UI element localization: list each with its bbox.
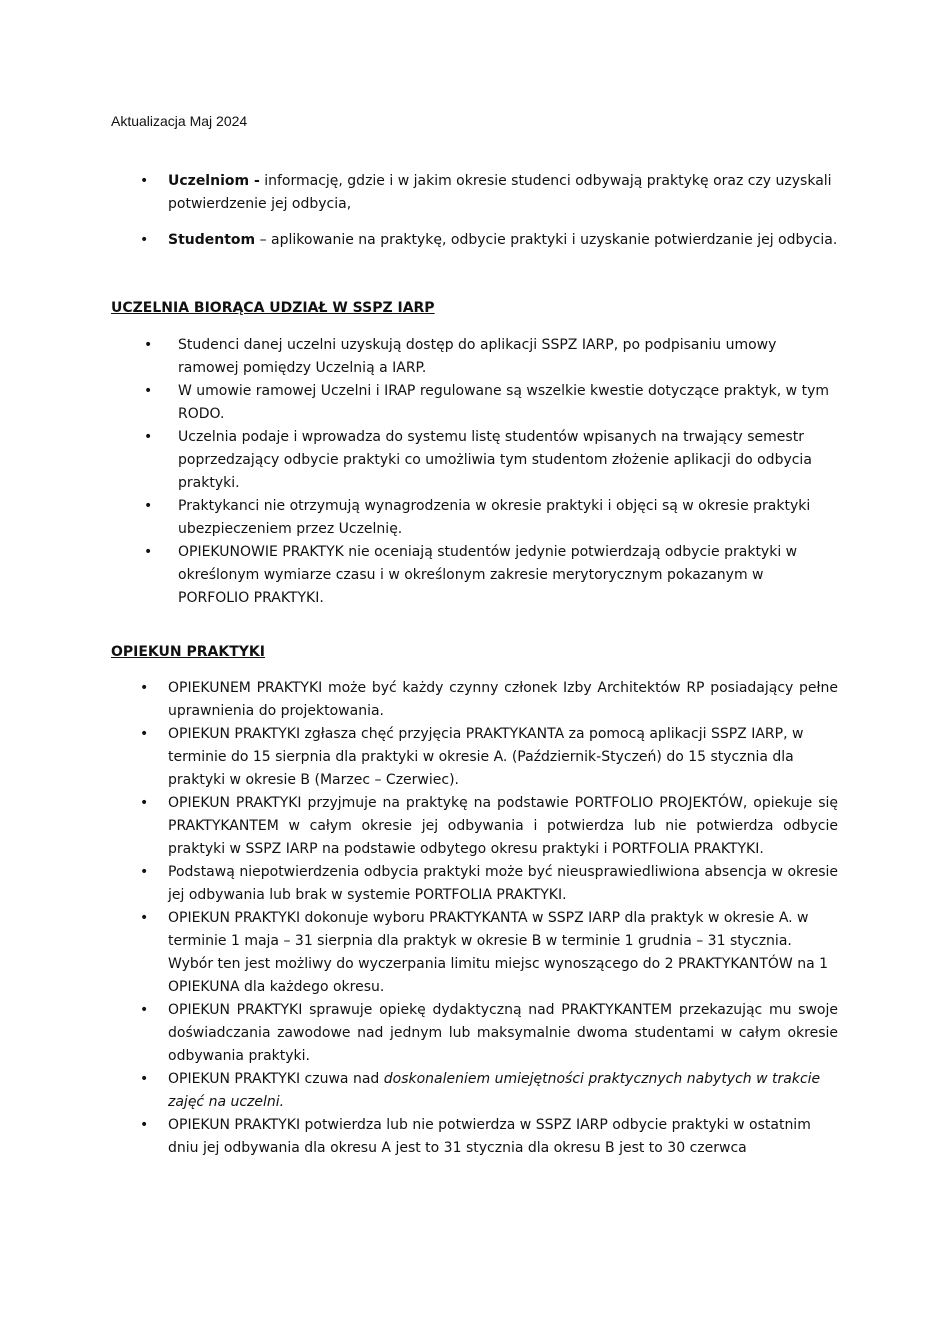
- list-item: • OPIEKUN PRAKTYKI sprawuje opiekę dydaktyczną nad PRAKTYKANTEM przekazując mu swoje doświadczania zawodowe nad jednym lub maksymalnie dwoma studentami w całym okresie odbywania praktyki.: [140, 999, 838, 1068]
- item-text: – aplikowanie na praktykę, odbycie praktyki i uzyskanie potwierdzanie jej odbycia.: [255, 232, 838, 248]
- document-header-date: Aktualizacja Maj 2024: [111, 113, 248, 129]
- item-text: informację, gdzie i w jakim okresie studenci odbywają praktykę oraz czy uzyskali potwierdzenie jej odbycia,: [168, 173, 832, 212]
- list-item: [140, 229, 840, 252]
- list-item: • Uczelnia podaje i wprowadza do systemu listę studentów wpisanych na trwający semestr poprzedzający odbycie praktyki co umożliwia tym studentom złożenie aplikacji do odbycia praktyki.: [144, 426, 834, 495]
- opiekun-list: [140, 677, 838, 1160]
- item-text-italic: doskonaleniem umiejętności praktycznych nabytych w trakcie zajęć na uczelni.: [168, 1071, 821, 1110]
- section-heading-opiekun: OPIEKUN PRAKTYKI: [111, 644, 265, 660]
- item-lead: Studentom: [168, 232, 256, 248]
- list-item: • OPIEKUN PRAKTYKI zgłasza chęć przyjęcia PRAKTYKANTA za pomocą aplikacji SSPZ IARP, w terminie do 15 sierpnia dla praktyki w okresie A. (Październik-Styczeń) do 15 stycznia dla praktyki w okresie B (Marzec – Czerwiec).: [140, 723, 838, 792]
- uczelnia-list: [144, 334, 834, 610]
- list-item: • OPIEKUNOWIE PRAKTYK nie oceniają studentów jedynie potwierdzają odbycie praktyki w określonym wymiarze czasu i w określonym zakresie merytorycznym pokazanym w PORFOLIO PRAKTYKI.: [144, 541, 834, 610]
- section-heading-uczelnia: UCZELNIA BIORĄCA UDZIAŁ W SSPZ IARP: [111, 300, 435, 316]
- list-item: [140, 170, 840, 216]
- list-item: • OPIEKUNEM PRAKTYKI może być każdy czynny członek Izby Architektów RP posiadający pełne uprawnienia do projektowania.: [140, 677, 838, 723]
- list-item: • W umowie ramowej Uczelni i IRAP regulowane są wszelkie kwestie dotyczące praktyk, w tym RODO.: [144, 380, 834, 426]
- list-item: [140, 1068, 838, 1114]
- list-item: • Podstawą niepotwierdzenia odbycia praktyki może być nieusprawiedliwiona absencja w okresie jej odbywania lub brak w systemie PORTFOLIA PRAKTYKI.: [140, 861, 838, 907]
- list-item: • OPIEKUN PRAKTYKI przyjmuje na praktykę na podstawie PORTFOLIO PROJEKTÓW, opiekuje się PRAKTYKANTEM w całym okresie jej odbywania i potwierdza lub nie potwierdza odbycie praktyki w SSPZ IARP na podstawie odbytego okresu praktyki i PORTFOLIA PRAKTYKI.: [140, 792, 838, 861]
- intro-list: [140, 170, 840, 265]
- list-item: • Praktykanci nie otrzymują wynagrodzenia w okresie praktyki i objęci są w okresie praktyki ubezpieczeniem przez Uczelnię.: [144, 495, 834, 541]
- item-lead: Uczelniom -: [168, 173, 260, 189]
- list-item: • OPIEKUN PRAKTYKI potwierdza lub nie potwierdza w SSPZ IARP odbycie praktyki w ostatnim dniu jej odbywania dla okresu A jest to 31 stycznia dla okresu B jest to 30 czerwca: [140, 1114, 838, 1160]
- item-text: OPIEKUN PRAKTYKI czuwa nad: [168, 1071, 384, 1087]
- list-item: • OPIEKUN PRAKTYKI dokonuje wyboru PRAKTYKANTA w SSPZ IARP dla praktyk w okresie A. w terminie 1 maja – 31 sierpnia dla praktyk w okresie B w terminie 1 grudnia – 31 stycznia. Wybór ten jest możliwy do wyczerpania limitu miejsc wynoszącego do 2 PRAKTYKANTÓW na 1 OPIEKUNA dla każdego okresu.: [140, 907, 838, 999]
- list-item: • Studenci danej uczelni uzyskują dostęp do aplikacji SSPZ IARP, po podpisaniu umowy ramowej pomiędzy Uczelnią a IARP.: [144, 334, 834, 380]
